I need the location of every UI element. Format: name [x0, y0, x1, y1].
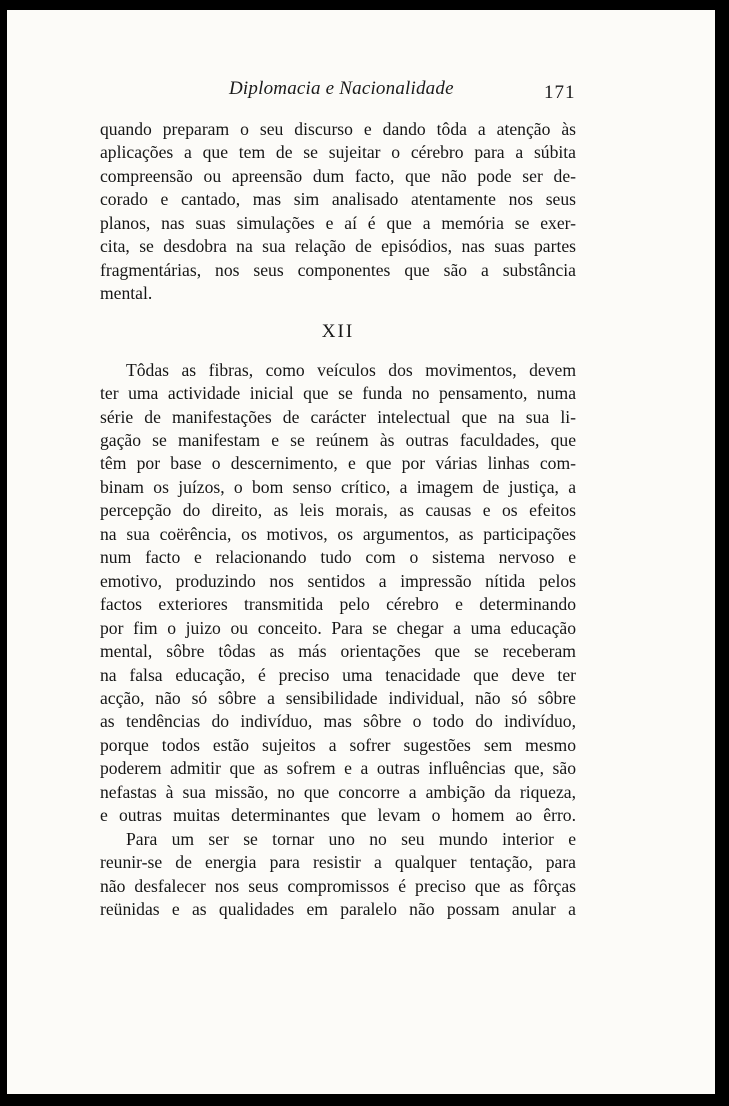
- page-number: 171: [544, 82, 576, 103]
- text-line: binam os juízos, o bom senso crítico, a imagem de justiça, a: [100, 476, 576, 497]
- text-line: gação se manifestam e se reúnem às outras faculdades, que: [100, 429, 576, 450]
- text-line: têm por base o descernimento, e que por várias linhas com-: [100, 453, 576, 474]
- text-line: mental.: [100, 283, 153, 304]
- text-line: na sua coërência, os motivos, os argumentos, as participações: [100, 523, 576, 544]
- paragraph-1: [100, 118, 576, 306]
- text-line: por fim o juizo ou conceito. Para se chegar a uma educação: [100, 617, 576, 638]
- paragraph-3: [100, 828, 576, 922]
- text-line: acção, não só sôbre a sensibilidade individual, não só sôbre: [100, 687, 576, 708]
- text-line: percepção do direito, as leis morais, as causas e os efeitos: [100, 500, 576, 521]
- text-line: série de manifestações de carácter intelectual que na sua li-: [100, 406, 576, 427]
- text-line: factos exteriores transmitida pelo cérebro e determinando: [100, 594, 576, 615]
- text-line: reünidas e as qualidades em paralelo não possam anular a: [100, 899, 576, 920]
- text-line: não desfalecer nos seus compromissos é preciso que as fôrças: [100, 875, 576, 896]
- text-line: nefastas à sua missão, no que concorre a ambição da riqueza,: [100, 781, 576, 802]
- text-line: Tôdas as fibras, como veículos dos movimentos, devem: [126, 359, 576, 380]
- text-line: ter uma actividade inicial que se funda no pensamento, numa: [100, 383, 576, 404]
- page-header: [7, 78, 715, 108]
- section-heading: XII: [321, 320, 355, 342]
- text-line: poderem admitir que as sofrem e a outras influências que, são: [100, 758, 576, 779]
- text-line: fragmentárias, nos seus componentes que são a substância: [100, 259, 576, 280]
- text-line: aplicações a que tem de se sujeitar o cérebro para a súbita: [100, 142, 576, 163]
- text-line: porque todos estão sujeitos a sofrer sugestões sem mesmo: [100, 734, 576, 755]
- book-page: [7, 10, 715, 1094]
- text-line: Para um ser se tornar uno no seu mundo interior e: [126, 828, 576, 849]
- body-text: [100, 118, 576, 922]
- text-line: corado e cantado, mas sim analisado atentamente nos seus: [100, 189, 576, 210]
- text-line: e outras muitas determinantes que levam o homem ao êrro.: [100, 805, 576, 826]
- text-line: reunir-se de energia para resistir a qualquer tentação, para: [100, 852, 576, 873]
- paragraph-2: [100, 359, 576, 828]
- text-line: planos, nas suas simulações e aí é que a memória se exer-: [100, 212, 576, 233]
- text-line: na falsa educação, é preciso uma tenacidade que deve ter: [100, 664, 576, 685]
- text-line: as tendências do indivíduo, mas sôbre o todo do indivíduo,: [100, 711, 576, 732]
- text-line: cita, se desdobra na sua relação de episódios, nas suas partes: [100, 236, 576, 257]
- text-line: emotivo, produzindo nos sentidos a impressão nítida pelos: [100, 570, 576, 591]
- text-line: num facto e relacionando tudo com o sistema nervoso e: [100, 547, 576, 568]
- text-line: compreensão ou apreensão dum facto, que não pode ser de-: [100, 165, 576, 186]
- running-title: Diplomacia e Nacionalidade: [229, 78, 454, 99]
- text-line: quando preparam o seu discurso e dando tôda a atenção às: [100, 119, 576, 139]
- text-line: mental, sôbre tôdas as más orientações que se receberam: [100, 641, 576, 662]
